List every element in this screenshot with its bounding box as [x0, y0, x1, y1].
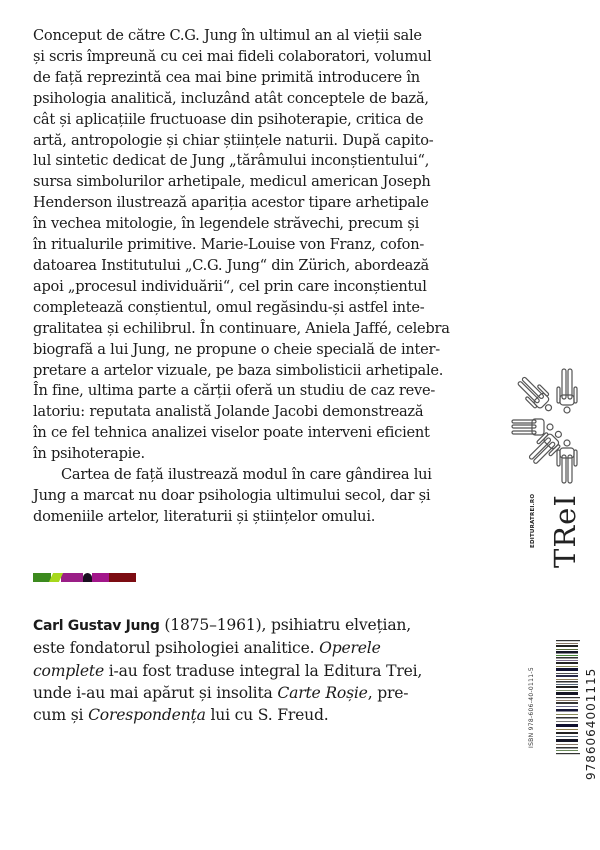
description-paragraph-1: Conceput de către C.G. Jung în ultimul an al vieții sale și scris împreună cu cei mai fideli colaboratori, volumul de față reprezintă cea mai bine primită introducere în psihologia analitică, incluzând atât conceptele de bază, cât și aplicațiile fructuoase din psihoterapie, critica de artă, antropologie și chiar științele naturii. După capito- lul sintetic dedicat de Jung „tărâmului inconștientului“, sursa simbolurilor arhetipale, medicul american Joseph Henderson ilustrează apariția acestor tipare arhetipale în vechea mitologie, în legendele străvechi, precum și în ritualurile primitive. Marie-Louise von Franz, cofon- datoarea Institutului „C.G. Jung“ din Zürich, abordează apoi „procesul individuării“, cel prin care inconștientul completează conștientul, omul regăsindu-și astfel inte- gralitatea și echilibrul. În continuare, Aniela Jaffé, celebra biografă a lui Jung, ne propune o cheie specială de inter- pretare a artelor vizuale, pe baza simbolisticii arhetipale. În fine, ultima parte a cărții oferă un studiu de caz reve- latoriu: reputata analistă Jolande Jacobi demonstrează în ce fel tehnica analizei viselor poate interveni eficient în psihoterapie.: [33, 27, 450, 463]
figure-icon: [557, 369, 577, 413]
figure-icon: [514, 373, 558, 417]
book-description: [33, 26, 473, 528]
color-segment: [61, 573, 83, 582]
author-name: Carl Gustav Jung: [33, 618, 160, 634]
color-segment: [92, 573, 109, 582]
publisher-name: TReI: [548, 494, 582, 568]
publisher-website: EDITURATREI.RO: [530, 493, 536, 548]
color-segment: [83, 573, 92, 582]
publisher-logo-icon: [510, 365, 600, 485]
isbn-label: ISBN 978-606-40-0111-5: [528, 667, 535, 748]
description-paragraph-2: Cartea de față ilustrează modul în care gândirea lui Jung a marcat nu doar psihologia ultimului secol, dar și domeniile artelor, literaturii și științelor omului.: [33, 466, 432, 525]
barcode-icon: [556, 640, 582, 756]
decorative-color-bar: [33, 573, 136, 582]
author-bio: Carl Gustav Jung (1875–1961), psihiatru elvețian, este fondatorul psihologiei analitice. Operele complete i-au fost traduse integral la Editura Trei, unde i-au mai apărut și insolita Carte Roșie, pre- cum și Corespondența lui cu S. Freud.: [33, 616, 423, 725]
barcode-number: 9786064001115: [584, 667, 598, 780]
color-segment: [109, 573, 136, 582]
